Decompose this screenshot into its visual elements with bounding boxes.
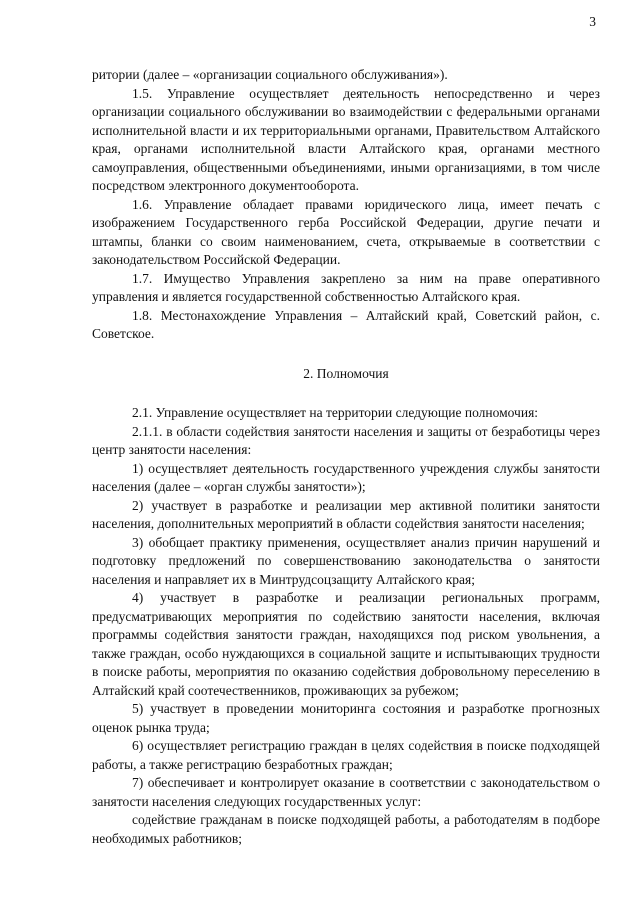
page-number: 3 — [589, 14, 596, 29]
paragraph: 2.1.1. в области содействия занятости населения и защиты от безработицы через центр занятости населения: — [92, 423, 600, 457]
document-body — [92, 66, 600, 848]
list-item: 3) обобщает практику применения, осуществляет анализ причин нарушений и подготовку предложений по совершенствованию законодательства о занятости населения и направляет их в Минтрудсоцзащиту Алтайского края; — [92, 534, 600, 587]
paragraph: 1.5. Управление осуществляет деятельность непосредственно и через организации социального обслуживании во взаимодействии с федеральными органами исполнительной власти и их территориальными органами, Правительством Алтайского края, органами исполнительной власти Алтайского края, органами местного самоуправления, общественными объединениями, иными организациями, в том числе посредством электронного документооборота. — [92, 85, 600, 193]
paragraph: ритории (далее – «организации социального обслуживания»). — [92, 67, 448, 82]
list-item: содействие гражданам в поиске подходящей работы, а работодателям в подборе необходимых работников; — [92, 812, 600, 846]
list-item: 2) участвует в разработке и реализации мер активной политики занятости населения, дополнительных мероприятий в области содействия занятости населения; — [92, 497, 600, 531]
paragraph: 1.8. Местонахождение Управления – Алтайский край, Советский район, с. Советское. — [92, 307, 600, 341]
list-item: 6) осуществляет регистрацию граждан в целях содействия в поиске подходящей работы, а также регистрацию безработных граждан; — [92, 738, 600, 772]
list-item: 7) обеспечивает и контролирует оказание в соответствии с законодательством о занятости населения следующих государственных услуг: — [92, 775, 600, 809]
list-item: 4) участвует в разработке и реализации региональных программ, предусматривающих мероприятия по содействию занятости населения, включая программы содействия занятости граждан, находящихся под риском увольнения, а также граждан, особо нуждающихся в социальной защите и испытывающих трудности в поиске работы, мероприятия по оказанию содействия добровольному переселению в Алтайский край соотечественников, проживающих за рубежом; — [92, 590, 600, 698]
list-item: 5) участвует в проведении мониторинга состояния и разработке прогнозных оценок рынка труда; — [92, 701, 600, 735]
section-heading: 2. Полномочия — [303, 365, 389, 381]
paragraph: 2.1. Управление осуществляет на территории следующие полномочия: — [132, 405, 539, 420]
paragraph: 1.7. Имущество Управления закреплено за ним на праве оперативного управления и является государственной собственностью Алтайского края. — [92, 270, 600, 304]
paragraph: 1.6. Управление обладает правами юридического лица, имеет печать с изображением Государственного герба Российской Федерации, другие печати и штампы, бланки со своим наименованием, счета, открываемые в соответствии с законодательством Российской Федерации. — [92, 196, 600, 267]
list-item: 1) осуществляет деятельность государственного учреждения службы занятости населения (далее – «орган службы занятости»); — [92, 460, 600, 494]
